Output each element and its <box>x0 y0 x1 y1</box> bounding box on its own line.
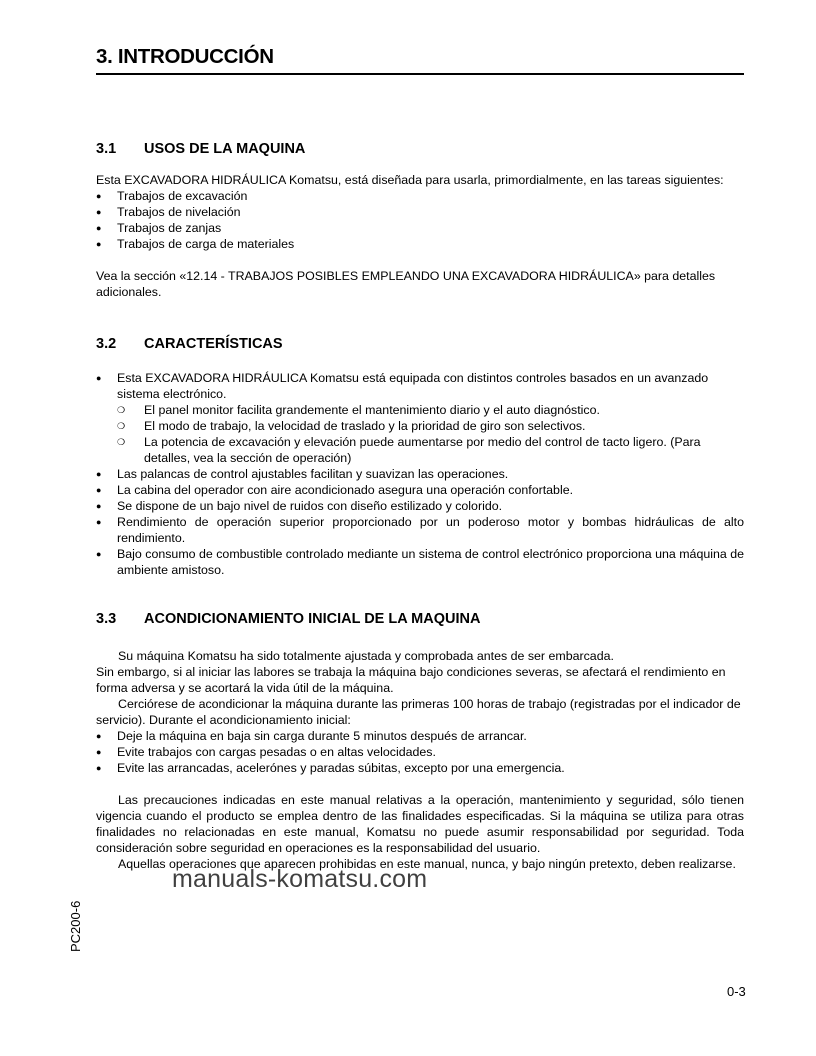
section-title: CARACTERÍSTICAS <box>144 336 283 352</box>
list-item: ● Trabajos de nivelación <box>96 204 744 220</box>
section-title: ACONDICIONAMIENTO INICIAL DE LA MAQUINA <box>144 611 481 627</box>
paragraph: Las precauciones indicadas en este manual relativas a la operación, mantenimiento y seguridad, sólo tienen vigencia cuando el producto se emplea dentro de las finalidades especificadas. Si la máquina se utiliza para otras finalidades no relacionadas en este manual, Komatsu no puede asumir responsabilidad por seguridad. Toda consideración sobre seguridad en operaciones es la responsabilidad del usuario. <box>96 793 744 855</box>
section-heading <box>96 140 744 158</box>
paragraph: Sin embargo, si al iniciar las labores se trabaja la máquina bajo condiciones severas, se afectará el rendimiento en forma adversa y se acortará la vida útil de la máquina. <box>96 665 726 695</box>
section-title: USOS DE LA MAQUINA <box>144 141 306 157</box>
sub-list <box>117 402 744 466</box>
bullet-list <box>96 188 744 252</box>
page-title: 3. INTRODUCCIÓN <box>96 44 744 75</box>
paragraph: Aquellas operaciones que aparecen prohibidas en este manual, nunca, y bajo ningún pretexto, deben realizarse. <box>118 857 736 871</box>
list-item: ● Deje la máquina en baja sin carga durante 5 minutos después de arrancar. <box>96 728 744 744</box>
list-item: ● Las palancas de control ajustables facilitan y suavizan las operaciones. <box>96 466 744 482</box>
list-item: ● Bajo consumo de combustible controlado mediante un sistema de control electrónico proporciona una máquina de ambiente amistoso. <box>96 546 744 578</box>
paragraph: Su máquina Komatsu ha sido totalmente ajustada y comprobada antes de ser embarcada. <box>118 649 614 663</box>
bullet-list <box>96 370 744 578</box>
list-item <box>96 370 744 466</box>
paragraph: Esta EXCAVADORA HIDRÁULICA Komatsu, está diseñada para usarla, primordialmente, en las tareas siguientes: <box>96 173 724 187</box>
paragraph: Vea la sección «12.14 - TRABAJOS POSIBLES EMPLEANDO UNA EXCAVADORA HIDRÁULICA» para detalles adicionales. <box>96 269 716 299</box>
list-item: ● Rendimiento de operación superior proporcionado por un poderoso motor y bombas hidráulicas de alto rendimiento. <box>96 514 744 546</box>
paragraph: Cerciórese de acondicionar la máquina durante las primeras 100 horas de trabajo (registradas por el indicador de servicio). Durante el acondicionamiento inicial: <box>96 697 741 727</box>
section-acondicionamiento <box>96 610 744 872</box>
list-item: ● Trabajos de excavación <box>96 188 744 204</box>
section-usos <box>96 140 744 300</box>
section-caracteristicas <box>96 335 744 578</box>
model-code: PC200-6 <box>68 900 83 952</box>
list-item: ● La cabina del operador con aire acondicionado asegura una operación confortable. <box>96 482 744 498</box>
section-heading <box>96 610 744 628</box>
list-item: ● Evite las arrancadas, acelerónes y paradas súbitas, excepto por una emergencia. <box>96 760 744 776</box>
bullet-list <box>96 728 744 776</box>
section-heading <box>96 335 744 353</box>
list-item: ● Se dispone de un bajo nivel de ruidos con diseño estilizado y colorido. <box>96 498 744 514</box>
sub-list-item: ❍ El modo de trabajo, la velocidad de traslado y la prioridad de giro son selectivos. <box>117 418 744 434</box>
list-item: ● Evite trabajos con cargas pesadas o en altas velocidades. <box>96 744 744 760</box>
section-number: 3.1 <box>96 141 117 157</box>
list-item-text: Esta EXCAVADORA HIDRÁULICA Komatsu está equipada con distintos controles basados en un avanzado sistema electrónico. <box>117 371 709 401</box>
sub-list-item: ❍ La potencia de excavación y elevación puede aumentarse por medio del control de tacto ligero. (Para detalles, vea la sección de operación) <box>117 434 744 466</box>
list-item: ● Trabajos de carga de materiales <box>96 236 744 252</box>
list-item: ● Trabajos de zanjas <box>96 220 744 236</box>
sub-list-item: ❍ El panel monitor facilita grandemente el mantenimiento diario y el auto diagnóstico. <box>117 402 744 418</box>
section-number: 3.2 <box>96 336 117 352</box>
section-number: 3.3 <box>96 611 117 627</box>
watermark: manuals-komatsu.com <box>172 865 428 893</box>
page-number: 0-3 <box>727 984 746 999</box>
